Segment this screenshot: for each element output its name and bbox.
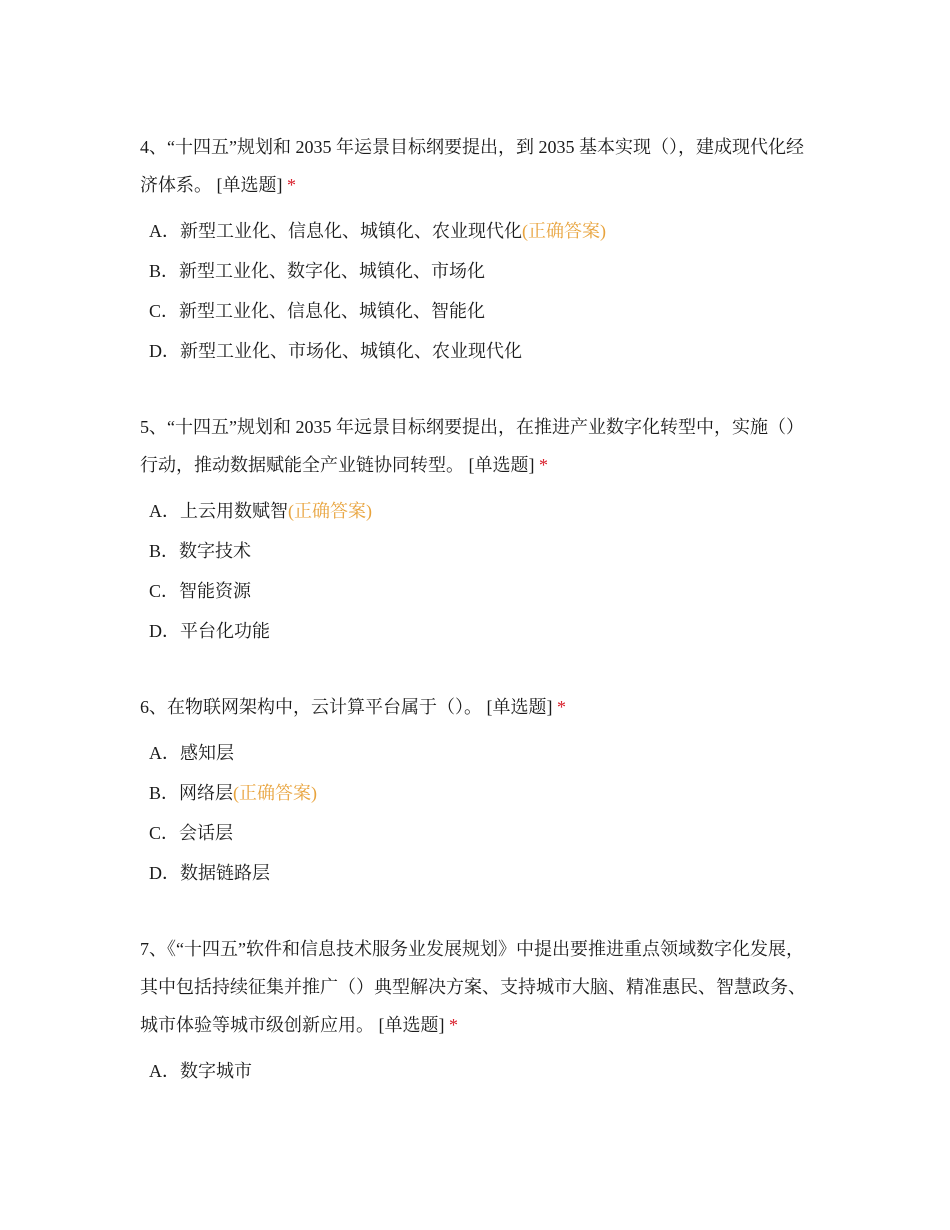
option-text: 新型工业化、市场化、城镇化、农业现代化	[180, 341, 522, 361]
option-c[interactable]	[149, 579, 251, 603]
question-7	[140, 930, 820, 1081]
option-d[interactable]	[149, 861, 270, 885]
question-type-label: [单选题]	[378, 1015, 445, 1035]
question-number: 4、	[140, 137, 167, 157]
option-letter: C．	[149, 823, 180, 843]
required-mark: *	[557, 697, 566, 717]
question-text: “十四五”规划和 2035 年运景目标纲要提出，到 2035 基本实现（），建成现代化经济体系。	[140, 137, 804, 195]
option-letter: A．	[149, 221, 180, 241]
option-text: 智能资源	[179, 581, 252, 601]
option-text: 数据链路层	[180, 863, 270, 883]
question-stem	[140, 688, 820, 726]
option-letter: B．	[149, 783, 180, 803]
question-number: 7、	[140, 939, 167, 959]
option-c[interactable]	[149, 299, 485, 323]
option-d[interactable]	[149, 339, 522, 363]
option-text: 上云用数赋智	[180, 501, 288, 521]
option-text: 数字城市	[180, 1061, 252, 1081]
question-text: 《“十四五”软件和信息技术服务业发展规划》中提出要推进重点领域数字化发展，其中包括持续征集并推广（）典型解决方案、支持城市大脑、精准惠民、智慧政务、城市体验等城市级创新应用。	[140, 939, 806, 1035]
question-text: 在物联网架构中，云计算平台属于（）。	[167, 697, 482, 717]
option-letter: D．	[149, 621, 180, 641]
option-b[interactable]	[149, 781, 317, 805]
option-letter: D．	[149, 341, 180, 361]
option-letter: C．	[149, 581, 180, 601]
question-stem	[140, 408, 820, 484]
question-text: “十四五”规划和 2035 年远景目标纲要提出，在推进产业数字化转型中，实施（）行动，推动数据赋能全产业链协同转型。	[140, 417, 804, 475]
option-d[interactable]	[149, 619, 270, 643]
option-text: 新型工业化、信息化、城镇化、农业现代化	[180, 221, 522, 241]
required-mark: *	[287, 175, 296, 195]
correct-answer-tag: (正确答案)	[522, 221, 606, 241]
option-text: 网络层	[179, 783, 234, 803]
option-letter: A．	[149, 501, 180, 521]
question-stem	[140, 128, 820, 204]
option-text: 会话层	[179, 823, 234, 843]
correct-answer-tag: (正确答案)	[233, 783, 318, 803]
option-letter: A．	[149, 1061, 180, 1081]
option-a[interactable]	[149, 219, 606, 243]
option-letter: B．	[149, 541, 180, 561]
option-a[interactable]	[149, 741, 234, 765]
option-c[interactable]	[149, 821, 233, 845]
option-text: 新型工业化、信息化、城镇化、智能化	[179, 301, 486, 321]
option-text: 感知层	[180, 743, 234, 763]
option-text: 平台化功能	[180, 621, 270, 641]
question-5	[140, 408, 820, 641]
question-stem	[140, 930, 820, 1044]
option-a[interactable]	[149, 499, 372, 523]
question-6	[140, 688, 820, 883]
required-mark: *	[449, 1015, 458, 1035]
option-letter: A．	[149, 743, 180, 763]
question-type-label: [单选题]	[216, 175, 283, 195]
option-letter: C．	[149, 301, 180, 321]
question-4	[140, 128, 820, 361]
option-letter: B．	[149, 261, 180, 281]
question-type-label: [单选题]	[468, 455, 535, 475]
option-text: 数字技术	[179, 541, 252, 561]
option-b[interactable]	[149, 259, 485, 283]
option-b[interactable]	[149, 539, 251, 563]
question-number: 5、	[140, 417, 167, 437]
option-text: 新型工业化、数字化、城镇化、市场化	[179, 261, 486, 281]
option-letter: D．	[149, 863, 180, 883]
required-mark: *	[539, 455, 548, 475]
option-a[interactable]	[149, 1059, 252, 1083]
question-type-label: [单选题]	[486, 697, 553, 717]
question-number: 6、	[140, 697, 167, 717]
correct-answer-tag: (正确答案)	[288, 501, 372, 521]
